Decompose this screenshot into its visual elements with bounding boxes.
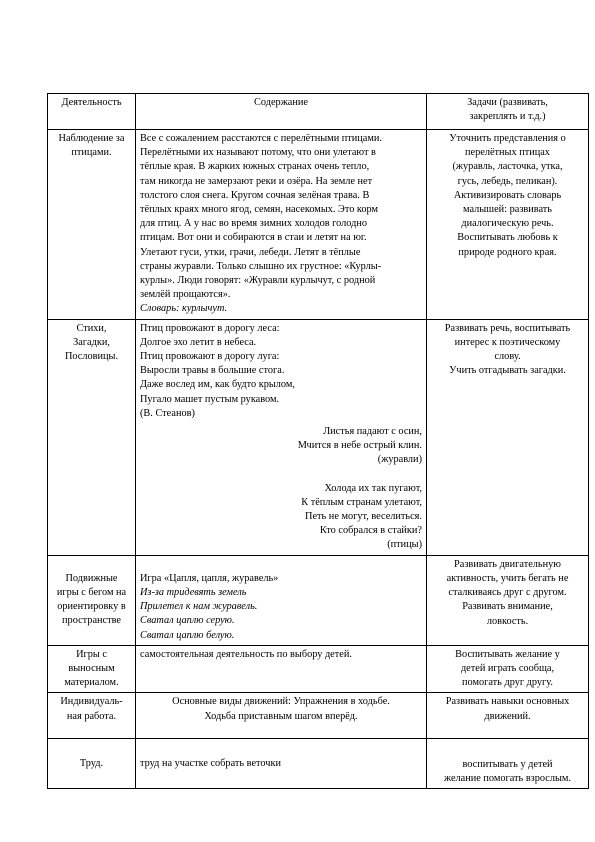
tasks-line: Развивать навыки основных xyxy=(445,696,570,708)
poem-line: Выросли травы в большие стога. xyxy=(140,365,285,377)
table-header-row xyxy=(48,94,589,130)
activity-line: Пословицы. xyxy=(64,351,119,363)
activity-line: Подвижные xyxy=(65,572,118,584)
tasks-line: (журавль, ласточка, утка, xyxy=(452,161,563,173)
content-line: тёплые края. В жарких южных странах очень тепло, xyxy=(140,161,370,173)
tasks-line: Активизировать словарь xyxy=(453,189,562,201)
table-row xyxy=(48,645,589,693)
activity-cell xyxy=(48,319,136,555)
tasks-line: диалогическую речь. xyxy=(461,218,554,230)
table-row xyxy=(48,739,589,789)
vocabulary-line: Словарь: курлычут. xyxy=(140,303,228,315)
tasks-line: помогать друг другу. xyxy=(462,677,553,689)
activity-line: ориентировку в xyxy=(57,601,126,613)
tasks-line: Развивать речь, воспитывать xyxy=(444,322,571,334)
content-line: Основные виды движений: Упражнения в ходьбе. xyxy=(172,696,390,708)
header-content: Содержание xyxy=(136,94,427,130)
tasks-cell xyxy=(427,693,589,739)
riddle-answer: (журавли) xyxy=(377,454,422,466)
activity-line: Стихи, xyxy=(76,322,107,334)
poem-line: Долгое эхо летит в небеса. xyxy=(140,336,257,348)
activity-line: Индивидуаль- xyxy=(60,696,123,708)
content-line: Перелётными их называют потому, что они улетают в xyxy=(140,147,376,159)
tasks-line: Воспитывать любовь к xyxy=(457,232,558,244)
game-verse-line: Из-за тридевять земель xyxy=(140,586,247,598)
activity-line: Игры с xyxy=(76,648,107,660)
header-tasks-line: Задачи (развивать, xyxy=(467,97,548,108)
tasks-line: детей играть сообща, xyxy=(460,662,555,674)
content-cell: самостоятельная деятельность по выбору детей. xyxy=(136,645,427,693)
tasks-line: малышей: развивать xyxy=(463,204,552,216)
poem-line: Птиц провожают в дорогу луга: xyxy=(140,351,280,363)
activity-cell xyxy=(48,130,136,320)
activity-plan-table xyxy=(47,93,589,789)
game-verse-line: Прилетел к нам журавель. xyxy=(140,601,258,613)
poem-line: Пугало машет пустым рукавом. xyxy=(140,393,280,405)
tasks-cell xyxy=(427,555,589,645)
content-line: тёплых краях много ягод, семян, насекомых. Это корм xyxy=(140,204,379,216)
tasks-line: Воспитывать желание у xyxy=(455,648,560,660)
poem-line: Даже вослед им, как будто крылом, xyxy=(140,379,295,391)
table-row xyxy=(48,555,589,645)
content-cell: труд на участке собрать веточки xyxy=(136,739,427,789)
content-line: толстого слоя снега. Кругом сочная зелёная трава. В xyxy=(140,189,370,201)
activity-line: выносным xyxy=(68,662,115,674)
header-tasks xyxy=(427,94,589,130)
content-line: Улетают гуси, утки, грачи, лебеди. Летят в тёплые xyxy=(140,246,361,258)
poem-author: (В. Стеанов) xyxy=(140,407,195,419)
table-row xyxy=(48,693,589,739)
activity-cell xyxy=(48,693,136,739)
riddle-line: Мчится в небе острый клин. xyxy=(297,440,422,452)
spacer xyxy=(140,468,422,482)
content-cell xyxy=(136,693,427,739)
activity-line: игры с бегом на xyxy=(56,586,127,598)
content-line: птицам. Вот они и собираются в стаи и летят на юг. xyxy=(140,232,367,244)
content-line: курлы». Люди говорят: «Журавли курлычут, с родной xyxy=(140,275,376,287)
game-verse-line: Сватал цаплю серую. xyxy=(140,615,235,627)
poem-line: Птиц провожают в дорогу леса: xyxy=(140,322,280,334)
game-title: Игра «Цапля, цапля, журавель» xyxy=(140,572,279,584)
tasks-line: желание помогать взрослым. xyxy=(443,773,572,785)
riddle-line: Листья падают с осин, xyxy=(323,426,422,438)
tasks-cell xyxy=(427,319,589,555)
activity-cell xyxy=(48,739,136,789)
tasks-cell xyxy=(427,739,589,789)
content-line: для птиц. А у нас во время зимних холодов голодно xyxy=(140,218,368,230)
tasks-line: Учить отгадывать загадки. xyxy=(449,365,566,377)
tasks-line: воспитывать у детей xyxy=(462,758,553,770)
activity-line: ная работа. xyxy=(66,710,117,722)
riddle-line: Петь не могут, веселиться. xyxy=(305,511,422,523)
riddle-line: Холода их так пугают, xyxy=(324,482,422,494)
tasks-cell xyxy=(427,130,589,320)
content-line: Ходьба приставным шагом вперёд. xyxy=(204,710,358,722)
riddle-line: Кто собрался в стайки? xyxy=(319,525,422,537)
tasks-cell xyxy=(427,645,589,693)
content-line: землёй прощаются». xyxy=(140,289,231,301)
tasks-line: природе родного края. xyxy=(458,246,557,258)
tasks-line: Уточнить представления о xyxy=(449,133,566,144)
tasks-line: интерес к поэтическому xyxy=(454,336,561,348)
table-row xyxy=(48,130,589,320)
activity-line: птицами. xyxy=(71,147,112,159)
activity-cell xyxy=(48,555,136,645)
tasks-line: сталкиваясь друг с другом. xyxy=(448,587,567,599)
activity-line: Труд. xyxy=(79,757,104,769)
riddle-line: К тёплым странам улетают, xyxy=(301,496,422,508)
activity-line: Наблюдение за xyxy=(58,133,125,144)
riddle-answer: (птицы) xyxy=(387,539,422,551)
activity-line: Загадки, xyxy=(73,336,110,348)
activity-cell xyxy=(48,645,136,693)
tasks-line: движений. xyxy=(484,710,531,722)
header-tasks-line: закреплять и т.д.) xyxy=(469,111,546,123)
content-line: там никогда не замерзают реки и озёра. На земле нет xyxy=(140,175,373,187)
tasks-line: слову. xyxy=(494,351,521,363)
activity-line: пространстве xyxy=(62,615,121,627)
content-line: страны журавли. Только слышно их грустное: «Курлы- xyxy=(140,260,382,272)
activity-line: материалом. xyxy=(64,677,119,689)
tasks-line: перелётных птицах xyxy=(465,147,550,159)
game-verse-line: Сватал цаплю белую. xyxy=(140,629,235,641)
tasks-line: Развивать внимание, xyxy=(462,601,553,613)
content-cell xyxy=(136,319,427,555)
tasks-line: активность, учить бегать не xyxy=(446,572,569,584)
table-row xyxy=(48,319,589,555)
content-line: Все с сожалением расстаются с перелётными птицами. xyxy=(140,133,382,144)
tasks-line: гусь, лебедь, пеликан). xyxy=(457,175,558,187)
tasks-line: ловкость. xyxy=(486,615,529,627)
content-cell xyxy=(136,555,427,645)
tasks-line: Развивать двигательную xyxy=(454,558,561,570)
header-activity: Деятельность xyxy=(48,94,136,130)
content-cell xyxy=(136,130,427,320)
